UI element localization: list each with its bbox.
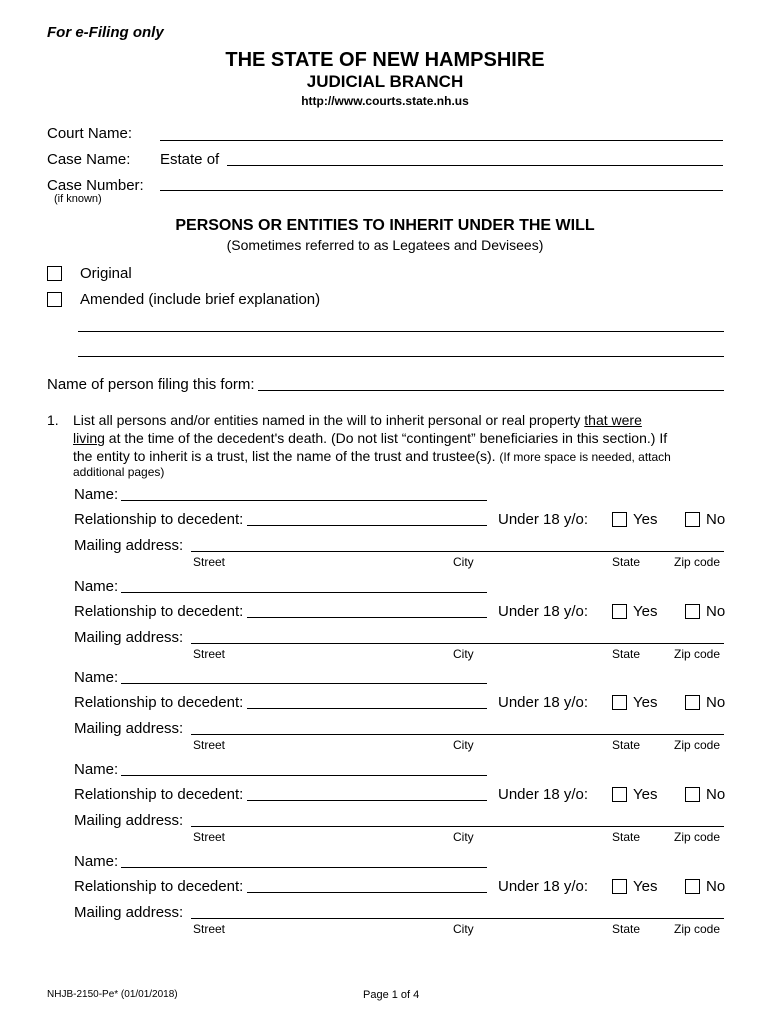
- entry-zip-caption: Zip code: [674, 922, 721, 936]
- form-title: PERSONS OR ENTITIES TO INHERIT UNDER THE WILL: [175, 217, 595, 234]
- entry-no-label: No: [706, 878, 726, 895]
- entry-under18-label: Under 18 y/o:: [498, 786, 589, 803]
- entry-name-field[interactable]: [121, 592, 487, 593]
- entry-yes-checkbox[interactable]: [612, 512, 627, 527]
- form-subtitle: (Sometimes referred to as Legatees and Devisees): [226, 237, 544, 253]
- original-checkbox[interactable]: [47, 266, 62, 281]
- branch-title: JUDICIAL BRANCH: [306, 72, 464, 91]
- entry-mailing-field[interactable]: [191, 826, 724, 827]
- item1-text-c: the entity to inherit is a trust, list the name of the trust and trustee(s).: [73, 448, 496, 464]
- entry-state-caption: State: [612, 738, 641, 752]
- entry-state-caption: State: [612, 830, 641, 844]
- entry-name-label: Name:: [74, 486, 119, 503]
- entry-street-caption: Street: [193, 555, 226, 569]
- entry-city-caption: City: [453, 922, 474, 936]
- entry-mailing-label: Mailing address:: [74, 720, 184, 737]
- entry-street-caption: Street: [193, 738, 226, 752]
- entry-name-label: Name:: [74, 853, 119, 870]
- case-number-label: Case Number:: [47, 177, 144, 194]
- amended-explanation-line-2[interactable]: [78, 356, 724, 357]
- court-url[interactable]: http://www.courts.state.nh.us: [301, 94, 469, 108]
- entry-street-caption: Street: [193, 647, 226, 661]
- entry-yes-checkbox[interactable]: [612, 695, 627, 710]
- item1-underlined-2: living: [73, 430, 105, 446]
- entry-mailing-field[interactable]: [191, 734, 724, 735]
- case-name-field[interactable]: [227, 165, 723, 166]
- entry-under18-label: Under 18 y/o:: [498, 603, 589, 620]
- entry-mailing-label: Mailing address:: [74, 537, 184, 554]
- item1-line-2: [73, 430, 667, 446]
- entry-yes-checkbox[interactable]: [612, 604, 627, 619]
- item1-text-b: at the time of the decedent's death. (Do not list “contingent” beneficiaries in this section.) If: [108, 430, 668, 446]
- entry-no-checkbox[interactable]: [685, 512, 700, 527]
- entry-yes-checkbox[interactable]: [612, 879, 627, 894]
- entry-city-caption: City: [453, 738, 474, 752]
- entry-zip-caption: Zip code: [674, 830, 721, 844]
- entry-no-checkbox[interactable]: [685, 695, 700, 710]
- estate-of-label: Estate of: [160, 151, 220, 168]
- entry-name-field[interactable]: [121, 500, 487, 501]
- entry-mailing-label: Mailing address:: [74, 904, 184, 921]
- page-number: Page 1 of 4: [363, 989, 420, 1001]
- efiling-note: For e-Filing only: [47, 24, 164, 41]
- item-number: 1.: [47, 412, 59, 428]
- entry-no-label: No: [706, 511, 726, 528]
- entry-zip-caption: Zip code: [674, 647, 721, 661]
- entry-relationship-label: Relationship to decedent:: [74, 878, 244, 895]
- item1-line-1: [73, 412, 642, 428]
- filer-name-field[interactable]: [258, 390, 724, 391]
- entry-yes-label: Yes: [633, 878, 658, 895]
- amended-label: Amended (include brief explanation): [80, 291, 321, 308]
- entry-name-field[interactable]: [121, 775, 487, 776]
- entry-state-caption: State: [612, 922, 641, 936]
- entry-relationship-label: Relationship to decedent:: [74, 786, 244, 803]
- entry-relationship-field[interactable]: [247, 617, 487, 618]
- entry-street-caption: Street: [193, 830, 226, 844]
- entry-under18-label: Under 18 y/o:: [498, 694, 589, 711]
- if-known-note: (if known): [54, 193, 102, 205]
- entry-mailing-field[interactable]: [191, 551, 724, 552]
- entry-mailing-field[interactable]: [191, 918, 724, 919]
- entry-mailing-label: Mailing address:: [74, 629, 184, 646]
- entry-no-checkbox[interactable]: [685, 604, 700, 619]
- entry-no-checkbox[interactable]: [685, 787, 700, 802]
- entry-zip-caption: Zip code: [674, 738, 721, 752]
- entry-state-caption: State: [612, 555, 641, 569]
- entry-name-label: Name:: [74, 669, 119, 686]
- entry-yes-label: Yes: [633, 603, 658, 620]
- form-id: NHJB-2150-Pe* (01/01/2018): [47, 989, 178, 1000]
- entry-city-caption: City: [453, 830, 474, 844]
- item1-underlined-1: that were: [584, 412, 642, 428]
- entry-relationship-field[interactable]: [247, 892, 487, 893]
- entry-no-checkbox[interactable]: [685, 879, 700, 894]
- entry-zip-caption: Zip code: [674, 555, 721, 569]
- case-name-label: Case Name:: [47, 151, 131, 168]
- entry-mailing-label: Mailing address:: [74, 812, 184, 829]
- entry-city-caption: City: [453, 647, 474, 661]
- entry-relationship-field[interactable]: [247, 800, 487, 801]
- entry-name-field[interactable]: [121, 683, 487, 684]
- entry-yes-label: Yes: [633, 694, 658, 711]
- state-title: THE STATE OF NEW HAMPSHIRE: [225, 49, 545, 71]
- entry-relationship-label: Relationship to decedent:: [74, 694, 244, 711]
- entry-under18-label: Under 18 y/o:: [498, 511, 589, 528]
- entry-name-field[interactable]: [121, 867, 487, 868]
- entry-relationship-field[interactable]: [247, 525, 487, 526]
- entry-name-label: Name:: [74, 761, 119, 778]
- court-name-field[interactable]: [160, 140, 723, 141]
- entry-yes-label: Yes: [633, 786, 658, 803]
- entry-under18-label: Under 18 y/o:: [498, 878, 589, 895]
- entry-relationship-label: Relationship to decedent:: [74, 603, 244, 620]
- amended-explanation-line-1[interactable]: [78, 331, 724, 332]
- entry-no-label: No: [706, 694, 726, 711]
- entry-name-label: Name:: [74, 578, 119, 595]
- filer-label: Name of person filing this form:: [47, 376, 255, 393]
- entry-yes-label: Yes: [633, 511, 658, 528]
- item1-line-4: additional pages): [73, 465, 165, 479]
- entry-relationship-field[interactable]: [247, 708, 487, 709]
- entry-no-label: No: [706, 786, 726, 803]
- entry-no-label: No: [706, 603, 726, 620]
- amended-checkbox[interactable]: [47, 292, 62, 307]
- item1-text-a: List all persons and/or entities named in the will to inherit personal or real property: [73, 412, 581, 428]
- entry-street-caption: Street: [193, 922, 226, 936]
- entry-mailing-field[interactable]: [191, 643, 724, 644]
- court-name-label: Court Name:: [47, 125, 133, 142]
- entry-state-caption: State: [612, 647, 641, 661]
- entry-city-caption: City: [453, 555, 474, 569]
- item1-note: (If more space is needed, attach: [499, 450, 671, 464]
- original-label: Original: [80, 265, 132, 282]
- entry-yes-checkbox[interactable]: [612, 787, 627, 802]
- entry-relationship-label: Relationship to decedent:: [74, 511, 244, 528]
- item1-line-3: [73, 448, 671, 464]
- case-number-field[interactable]: [160, 190, 723, 191]
